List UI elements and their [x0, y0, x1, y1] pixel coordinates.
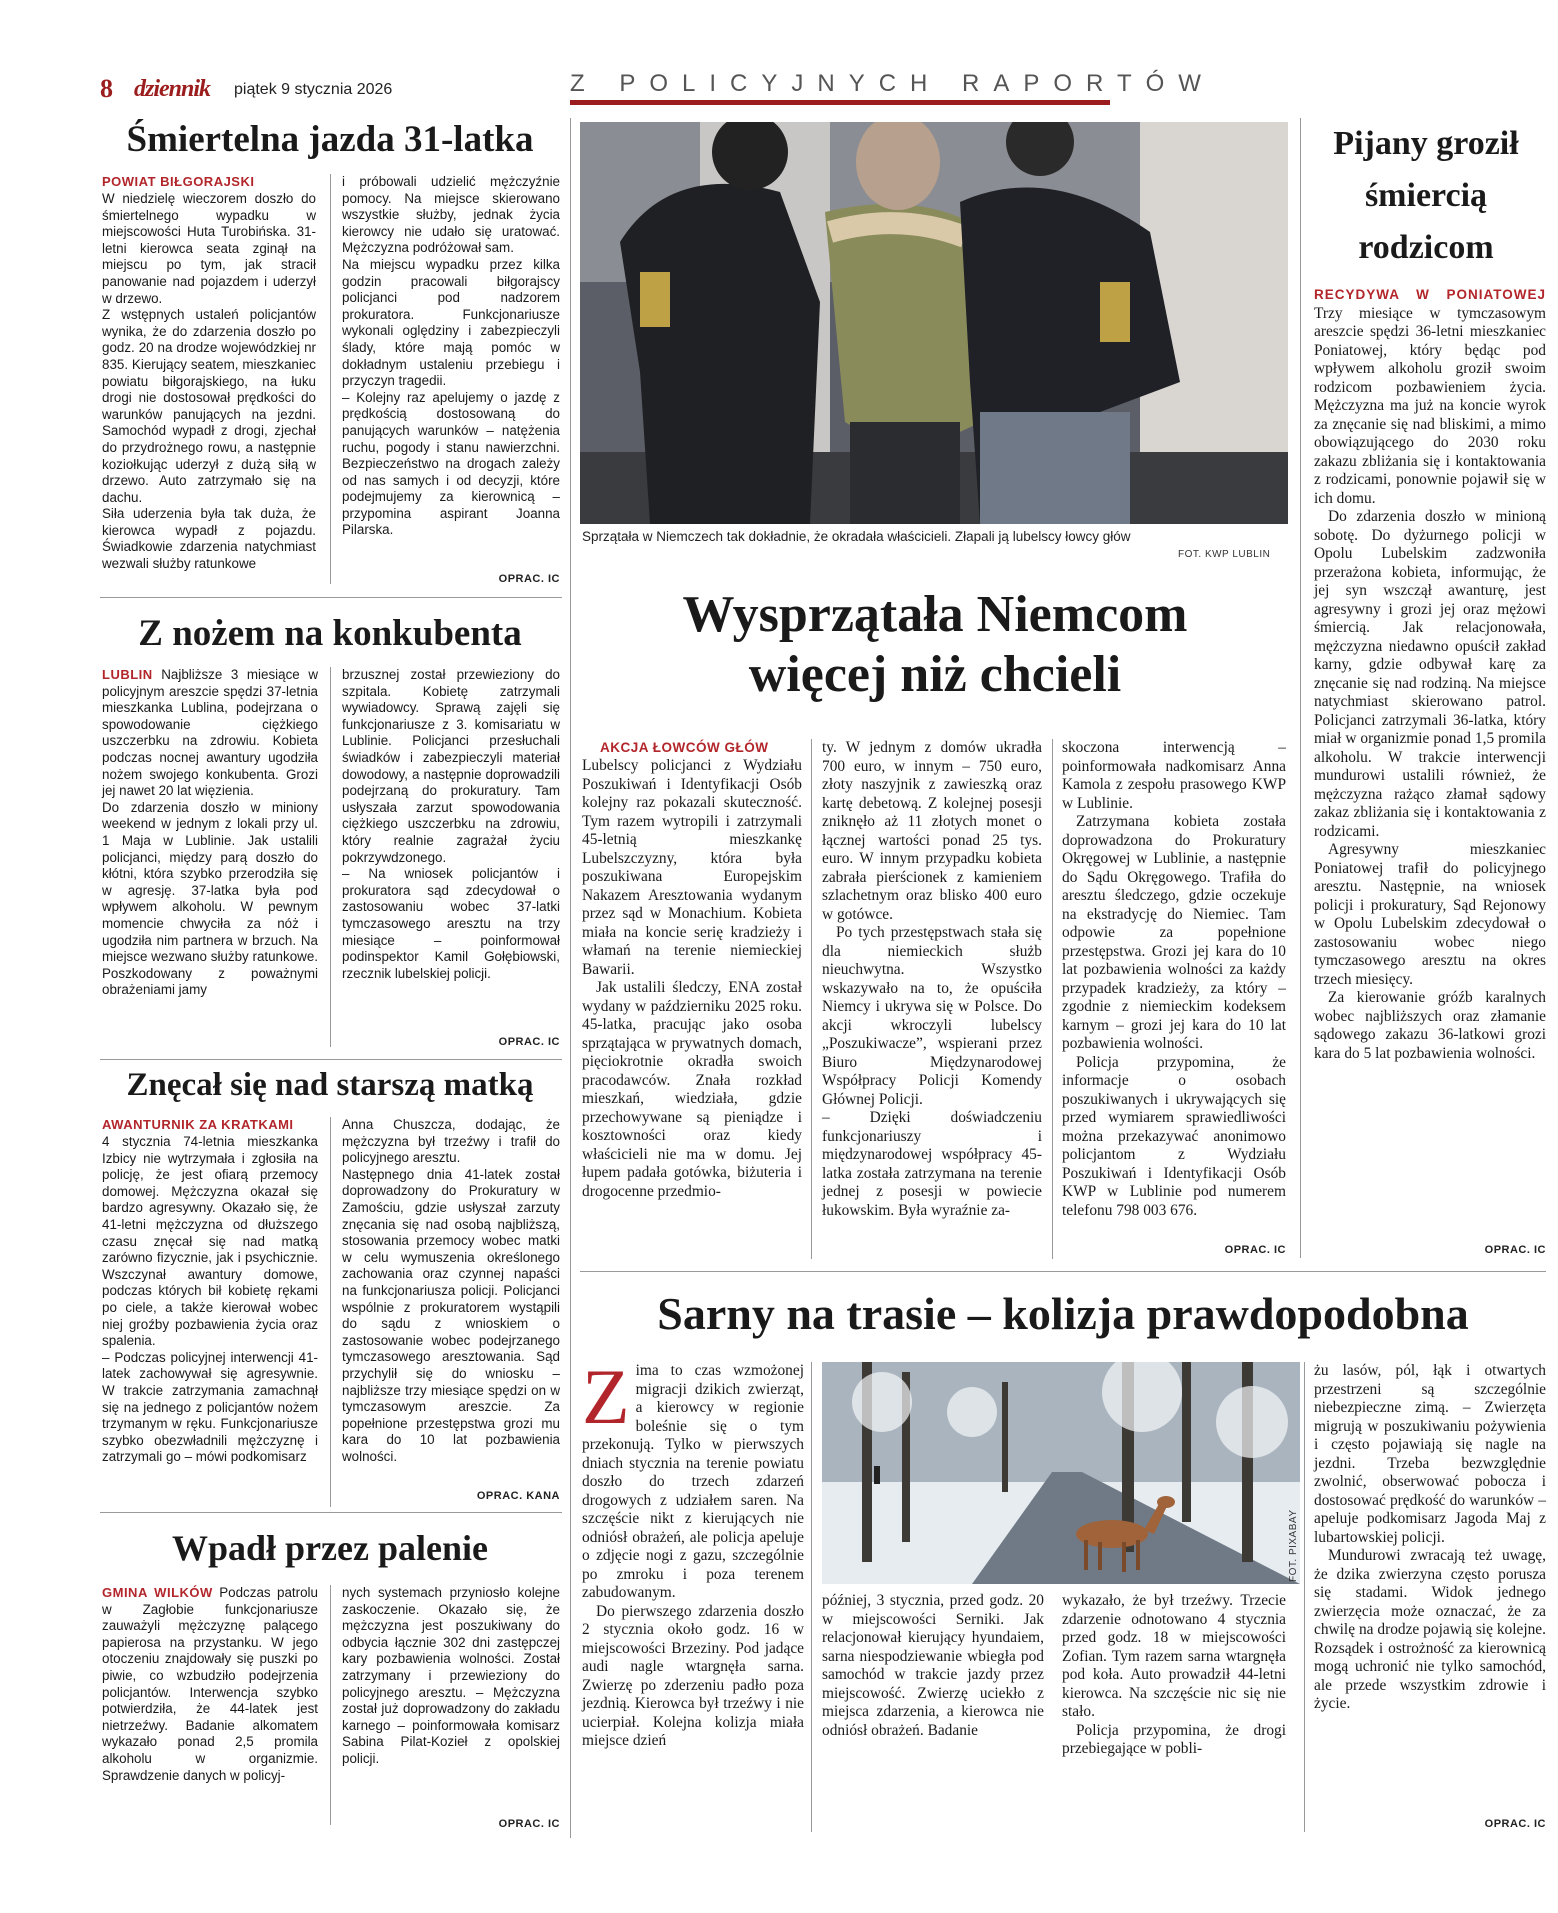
paragraph: wykazało, że był trzeźwy. Trzecie zdarzenie odnotowano 4 stycznia przed godz. 18 w miejscowości Zofian. Tym razem sarna wtargnęła pod koła. Auto prowadził 44-letni kierowca. Na szczęście nic się nie stało.: [1062, 1592, 1286, 1720]
article-title: [590, 585, 1280, 705]
article-title: Znęcał się nad starszą matką: [126, 1067, 534, 1103]
paragraph: Do zdarzenia doszło w miniony weekend w jednym z lokali przy ul. 1 Maja w Lublinie. Jak ustalili policjanci, między parą doszło do kłótni, która szybko przerodziła się w agresję. 37-latka była pod wpływem alkoholu. W pewnym momencie chwyciła za nóż i ugodziła nim partnera w brzuch. Na miejsce wezwano służby ratunkowe. Poszkodowany z poważnymi obrażeniami jamy: [102, 799, 318, 998]
article-column: [1062, 1592, 1286, 1759]
paragraph: – Na wniosek policjantów i prokuratora sąd zdecydował o zastosowaniu wobec 37-latki tymczasowego aresztu na trzy miesiące – poinformował podinspektor Kamil Gołębiowski, rzecznik lubelskiej policji.: [342, 866, 560, 981]
article-column: [342, 174, 560, 539]
section-title: Z POLICYJNYCH RAPORTÓW: [570, 70, 1215, 97]
paragraph: Anna Chuszcza, dodając, że mężczyzna był trzeźwy i trafił do policyjnego aresztu.: [342, 1117, 560, 1166]
byline: OPRAC. IC: [498, 573, 560, 585]
article-title: [1306, 118, 1546, 274]
photo-credit: FOT. PIXABAY: [1288, 1509, 1299, 1582]
article-divider: [100, 597, 562, 598]
article-column: [582, 757, 802, 1201]
article-title: Sarny na trasie – kolizja prawdopodobna: [657, 1288, 1469, 1339]
title-line: śmiercią: [1364, 177, 1488, 214]
article-photo: [822, 1362, 1300, 1584]
paragraph: Siła uderzenia była tak duża, że kierowca wypadł z pojazdu. Świadkowie zdarzenia natychmiast wezwali służby ratunkowe: [102, 506, 316, 572]
paragraph: brzusznej został przewieziony do szpitala. Kobietę zatrzymali wywiadowcy. Sprawą zajęli się funkcjonariusze z 3. komisariatu w Lublinie. Policjanci przesłuchali świadków i zabezpieczyli materiał dowodowy, a następnie doprowadzili podejrzaną do prokuratury. Tam usłyszała zarzut spowodowania ciężkiego uszczerbku na zdrowiu, który realnie zagrażał życiu pokrzywdzonego.: [342, 667, 560, 865]
article-kicker: GMINA WILKÓW: [102, 1585, 213, 1600]
paragraph: Za kierowanie gróźb karalnych wobec najbliższych oraz złamanie sądowego zakazu 36-latkowi grozi kara do 5 lat pozbawienia wolności.: [1314, 989, 1546, 1062]
article-kicker: LUBLIN: [102, 667, 153, 682]
article-column: [342, 1585, 560, 1768]
paragraph: LUBLIN Najbliższe 3 miesiące w policyjnym areszcie spędzi 37-letnia mieszkanka Lublina, podejrzana o spowodowanie ciężkiego uszczerbku na zdrowiu. Kobieta podczas nocnej awantury ugodziła nożem swojego konkubenta. Grozi jej nawet 20 lat więzienia.: [102, 667, 318, 799]
paragraph: Jak ustalili śledczy, ENA został wydany w październiku 2025 roku. 45-latka, pracując jako osoba sprzątająca w prywatnych domach, pięciokrotnie okradła swoich pracodawców. Znała rozkład mieszkań, wiedziała, gdzie przechowywane są pieniądze i kosztowności oraz kiedy właścicieli nie ma w domu. Jej łupem padała gotówka, biżuteria i drogocenne przedmio-: [582, 979, 802, 1200]
article-column: [822, 1592, 1044, 1740]
paragraph: Agresywny mieszkaniec Poniatowej trafił do policyjnego aresztu. Następnie, na wniosek policji i prokuratury, Sąd Rejonowy w Opolu Lubelskim zdecydował o zastosowaniu wobec niego tymczasowego aresztu na okres trzech miesięcy.: [1314, 841, 1546, 988]
byline: OPRAC. IC: [1484, 1818, 1546, 1830]
paragraph: ty. W jednym z domów ukradła 700 euro, w innym – 750 euro, złoty naszyjnik z zawieszką oraz kartę debetową. Z kolejnej posesji zniknęło aż 11 złotych monet o łącznej wartości ponad 25 tys. euro. W innym przypadku kobieta zabrała pierścionek z kamieniem szlachetnym oraz blisko 400 euro w gotówce.: [822, 739, 1042, 923]
article-column: [582, 1353, 804, 1751]
byline: OPRAC. KANA: [476, 1490, 560, 1502]
byline: OPRAC. IC: [498, 1818, 560, 1830]
column-divider: [1052, 739, 1053, 1259]
deer-on-road-illustration: [822, 1362, 1300, 1584]
title-line: rodzicom: [1358, 229, 1494, 266]
paragraph: Policja przypomina, że drogi przebiegające w pobli-: [1062, 1721, 1286, 1757]
article-column: [1314, 286, 1546, 1063]
title-line: Wysprzątała Niemcom: [682, 586, 1188, 643]
article-column: [102, 667, 318, 999]
paragraph: później, 3 stycznia, przed godz. 20 w miejscowości Serniki. Jak relacjonował kierujący hyundaiem, sarna niespodziewanie wbiegła pod samochód w trakcie jazdy przez miejscowość. Zwierzę uciekło z miejsca zdarzenia, a kierowca nie odniósł obrażeń. Badanie: [822, 1592, 1044, 1739]
article-column: [102, 191, 316, 573]
article-column: [342, 667, 560, 982]
paragraph: Zatrzymana kobieta została doprowadzona do Prokuratury Okręgowej w Lublinie, a następnie do Sądu Okręgowego. Trafiła do aresztu śledczego, gdzie oczekuje na ekstradycję do Niemiec. Tam odpowie za popełnione przestępstwa. Grozi jej kara do 10 lat pozbawienia wolności za każdy przypadek kradzieży, za który – zgodnie z niemieckim kodeksem karnym – grozi jej kara do 10 lat pozbawienia wolności.: [1062, 813, 1286, 1052]
paragraph: skoczona interwencją – poinformowała nadkomisarz Anna Kamola z zespołu prasowego KWP w Lublinie.: [1062, 739, 1286, 812]
issue-date: piątek 9 stycznia 2026: [234, 81, 393, 98]
byline: OPRAC. IC: [1224, 1244, 1286, 1256]
paragraph: – Dzięki doświadczeniu funkcjonariuszy i międzynarodowej współpracy 45-latka została zatrzymana na terenie jednej z posesji w powiecie łukowskim. Była wyraźnie za-: [822, 1109, 1042, 1219]
paragraph: – Kolejny raz apelujemy o jazdę z prędkością dostosowaną do panujących warunków – natężenia ruchu, pogody i stanu nawierzchni. Bezpieczeństwo na drogach zależy od nas samych i od decyzji, które podejmujemy za kierownicą – przypomina aspirant Joanna Pilarska.: [342, 389, 560, 538]
section-rule: [570, 100, 1110, 105]
column-divider: [811, 739, 812, 1259]
article-column: [822, 739, 1042, 1220]
newspaper-logo: dziennik: [134, 76, 211, 102]
column-divider: [811, 1362, 812, 1832]
paragraph: Do pierwszego zdarzenia doszło 2 stycznia około godz. 16 w miejscowości Brzeziny. Pod jadące audi nagle wtargnęła sarna. Zwierzę po zderzeniu padło poza jezdnią. Kierowca był trzeźwy i nie ucierpiał. Kolejna kolizja miała miejsce dzień: [582, 1602, 804, 1749]
article-kicker: RECYDYWA W PONIATOWEJ: [1314, 287, 1546, 302]
paragraph: Następnego dnia 41-latek został doprowadzony do Prokuratury w Zamościu, gdzie usłyszał zarzuty znęcania się nad osobą najbliższą, stosowania przemocy wobec matki w celu wymuszenia określonego zachowania oraz czynnej napaści na funkcjonariusza policji. Policjanci wspólnie z prokuratorem wystąpili do sądu z wnioskiem o zastosowanie wobec podejrzanego tymczasowego aresztowania. Sąd przychylił się do wniosku – najbliższe trzy miesiące spędzi on w tymczasowym areszcie. Za popełnione przestępstwa grozi mu kara do 10 lat pozbawienia wolności.: [342, 1166, 560, 1464]
article-column: [1062, 739, 1286, 1220]
article-kicker: AWANTURNIK ZA KRATKAMI: [102, 1117, 294, 1132]
article-kicker: POWIAT BIŁGORAJSKI: [102, 174, 255, 189]
article-column: [102, 1585, 318, 1784]
paragraph: 4 stycznia 74-letnia mieszkanka Izbicy nie wytrzymała i zgłosiła na policję, że jest ofiarą przemocy domowej. Mężczyzna okazał się bardzo agresywny. Okazało się, że 41-letni mężczyzna od dłuższego czasu znęcał się nad matką zarówno fizycznie, jak i psychicznie. Wszczynał awantury domowe, podczas których bił kobietę rękami po ciele, a także kierował wobec niej groźby pozbawienia życia oraz spalenia.: [102, 1134, 318, 1349]
paragraph: Zima to czas wzmożonej migracji dzikich zwierząt, a kierowcy w regionie boleśnie się o tym przekonują. Tylko w pierwszych dniach stycznia na terenie powiatu doszło do trzech zdarzeń drogowych z udziałem saren. Na szczęście nikt z kierujących nie odniósł obrażeń, ale policja apeluje o zdjęcie nogi z gazu, szczególnie po zmroku i poza terenem zabudowanym.: [582, 1353, 804, 1601]
title-line: więcej niż chcieli: [748, 646, 1122, 703]
article-column: [342, 1117, 560, 1465]
page-number: 8: [100, 74, 113, 103]
paragraph: Policja przypomina, że informacje o osobach poszukiwanych i ukrywających się przed wymiarem sprawiedliwości można przekazywać anonimowo policjantom z Wydziału Poszukiwań i Identyfikacji Osób KWP w Lublinie pod numerem telefonu 798 003 676.: [1062, 1053, 1286, 1219]
byline: OPRAC. IC: [498, 1036, 560, 1048]
paragraph: żu lasów, pól, łąk i otwartych przestrzeni są szczególnie niebezpieczne zimą. – Zwierzęta migrują w poszukiwaniu pożywienia i często pojawiają się nagle na jezdni. Trzeba bezwzględnie zwolnić, obserwować pobocza i dostosować prędkość do warunków – apeluje podkomisarz Jagoda Maj z lubartowskiej policji.: [1314, 1362, 1546, 1546]
article-divider: [100, 1512, 562, 1513]
column-divider: [330, 174, 331, 584]
article-column: [1314, 1362, 1546, 1714]
column-divider: [1304, 1362, 1305, 1832]
article-kicker: AKCJA ŁOWCÓW GŁÓW: [600, 740, 769, 755]
paragraph: Z wstępnych ustaleń policjantów wynika, że do zdarzenia doszło po godz. 20 na drodze wojewódzkiej nr 835. Kierujący seatem, mieszkaniec powiatu biłgorajskiego, na łuku drogi nie dostosował prędkości do warunków panujących na jezdni. Samochód wypadł z drogi, zjechał do przydrożnego rowu, a następnie koziołkując uderzył z dużą siłą w drzewo. Auto zatrzymało się na dachu.: [102, 307, 316, 505]
arrest-photo-illustration: [580, 122, 1288, 524]
column-divider: [330, 667, 331, 1047]
article-divider: [580, 1271, 1546, 1272]
paragraph: W niedzielę wieczorem doszło do śmiertelnego wypadku w miejscowości Huta Turobińska. 31-letni kierowca seata zginął na miejscu po tym, jak stracił panowanie nad pojazdem i uderzył w drzewo.: [102, 191, 316, 306]
paragraph: Po tych przestępstwach stała się dla niemieckich służb nieuchwytna. Wszystko wskazywało na to, że opuściła Niemcy i ukrywa się w Polsce. Do akcji wkroczyli lubelscy „Poszukiwacze”, wspierani przez Biuro Międzynarodowej Współpracy Policji Komendy Głównej Policji.: [822, 924, 1042, 1108]
article-title: Wpadł przez palenie: [172, 1528, 488, 1568]
article-divider: [100, 1059, 562, 1060]
article-title: Z nożem na konkubenta: [138, 613, 522, 654]
article-column: [102, 1134, 318, 1466]
page-divider: [570, 118, 571, 1838]
byline: OPRAC. IC: [1484, 1244, 1546, 1256]
column-divider: [330, 1585, 331, 1825]
page-divider: [1300, 118, 1301, 1258]
paragraph: GMINA WILKÓW Podczas patrolu w Zagłobie funkcjonariusze zauważyli mężczyznę palącego papierosa na przystanku. W jego otoczeniu znajdowały się puszki po piwie, co wzbudziło podejrzenia policjantów. Interwencja szybko potwierdziła, że 44-latek jest nietrzeźwy. Badanie alkomatem wykazało ponad 2,5 promila alkoholu w organizmie. Sprawdzenie danych w policyj-: [102, 1585, 318, 1783]
drop-cap: Z: [582, 1353, 630, 1440]
paragraph: Do zdarzenia doszło w minioną sobotę. Do dyżurnego policji w Opolu Lubelskim zadzwoniła przerażona kobieta, informując, że jej syn wszczął awanturę, jest agresywny i grozi jej oraz mężowi śmiercią. Jak relacjonowała, mężczyzna niedawno opuścił zakład karny, gdzie odbywał karę za znęcanie się nad rodziną. Na miejsce natychmiast skierowano patrol. Policjanci zatrzymali 36-latka, który miał w organizmie ponad 1,5 promila alkoholu. W trakcie interwencji mundurowi ustalili również, że mężczyzna rażąco złamał sądowy zakaz zbliżania się i kontaktowania z rodzicami.: [1314, 508, 1546, 840]
column-divider: [330, 1117, 331, 1507]
paragraph: nych systemach przyniosło kolejne zaskoczenie. Okazało się, że mężczyzna jest poszukiwany do odbycia łącznie 302 dni zastępczej kary pozbawienia wolności. Został zatrzymany i przewieziony do policyjnego aresztu. – Mężczyzna został już doprowadzony do zakładu karnego – poinformowała komisarz Sabina Pilat-Kozieł z opolskiej policji.: [342, 1585, 560, 1766]
article-title: Śmiertelna jazda 31-latka: [126, 119, 534, 160]
title-line: Pijany groził: [1333, 125, 1519, 162]
paragraph: Mundurowi zwracają też uwagę, że dzika zwierzyna często porusza się stadami. Widok jednego zwierzęcia może oznaczać, że za chwilę na drodze pojawią się kolejne. Rozsądek i ostrożność za kierownicą mogą uchronić nie tylko samochód, ale przede wszystkim zdrowie i życie.: [1314, 1547, 1546, 1712]
photo-caption: Sprzątała w Niemczech tak dokładnie, że okradała właścicieli. Złapali ją lubelscy łowcy głów: [582, 529, 1131, 544]
paragraph: – Podczas policyjnej interwencji 41-latek zachowywał się agresywnie. W trakcie zatrzymania zamachnął się na jednego z policjantów nożem trzymanym w ręku. Funkcjonariusze szybko obezwładnili mężczyznę i zatrzymali go – mówi podkomisarz: [102, 1349, 318, 1465]
paragraph: Na miejscu wypadku przez kilka godzin pracowali biłgorajscy policjanci pod nadzorem prokuratora. Funkcjonariusze wykonali oględziny i zabezpieczyli ślady, które mają pomóc w dokładnym ustaleniu przebiegu i przyczyn tragedii.: [342, 256, 560, 389]
article-photo: [580, 122, 1288, 524]
paragraph: Lubelscy policjanci z Wydziału Poszukiwań i Identyfikacji Osób kolejny raz pokazali skuteczność. Tym razem wytropili i zatrzymali 45-letnią mieszkankę Lubelszczyzny, która była poszukiwana Europejskim Nakazem Aresztowania wydanym przez sąd w Monachium. Kobieta miała na koncie serię kradzieży i włamań na terenie niemieckiej Bawarii.: [582, 757, 802, 978]
paragraph: RECYDYWA W PONIATOWEJ Trzy miesiące w tymczasowym areszcie spędzi 36-letni mieszkaniec Poniatowej, który będąc pod wpływem alkoholu groził swoim rodzicom pozbawieniem życia. Mężczyzna ma już na koncie wyrok za znęcanie się nad bliskimi, a mimo obowiązującego do 2030 roku zakazu zbliżania się i kontaktowania z rodzicami, ponownie pojawił się w ich domu.: [1314, 287, 1546, 507]
paragraph: i próbowali udzielić mężczyźnie pomocy. Na miejsce skierowano wszystkie służby, jednak życia kierowcy nie udało się uratować. Mężczyzna podróżował sam.: [342, 174, 560, 256]
photo-credit: FOT. KWP LUBLIN: [1178, 549, 1271, 560]
